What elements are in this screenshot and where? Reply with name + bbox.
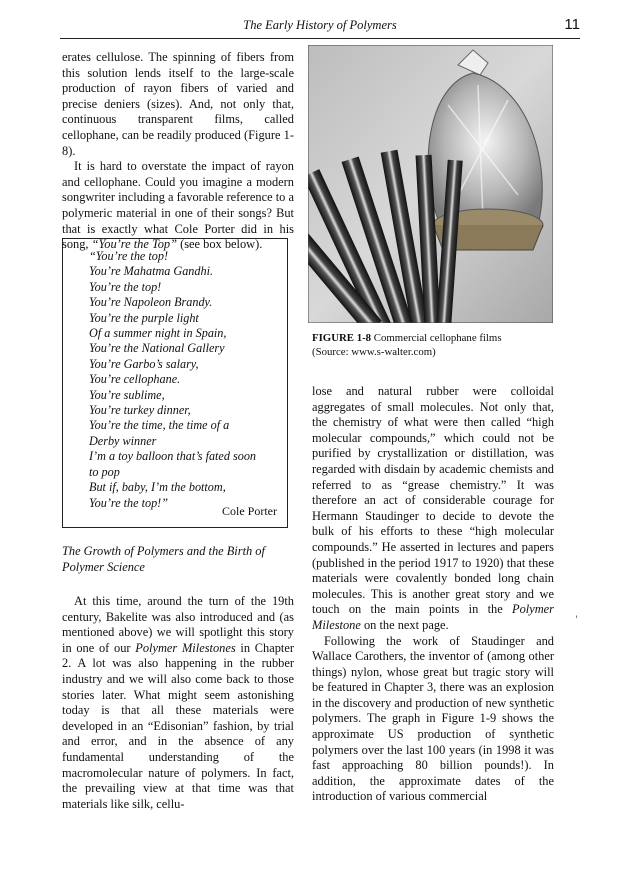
caption-source: (Source: www.s-walter.com) (312, 345, 436, 358)
quote-line: You’re the top!” (89, 495, 168, 510)
figure-photo-cellophane (308, 45, 553, 323)
page-number: 11 (564, 16, 580, 33)
page-header (60, 16, 580, 39)
quote-line: You’re Napoleon Brandy. (89, 295, 213, 310)
quote-author: Cole Porter (222, 503, 277, 518)
quote-line: to pop (89, 464, 120, 479)
bakelite-text-end: in Chapter 2. A lot was also happening in the rubber industry and we will also come back to those stories later. What might seem astonishing today is that all these materials were developed in an “Edisonian” fashion, by trial and error, and in the absence of any fundamental understanding of the macromolecular nature of polymers. In fact, the prevailing view at that time was that materials like silk, cellu- (62, 640, 294, 811)
quote-line: I’m a toy balloon that’s fated soon (89, 449, 257, 464)
quote-line: You’re the top! (89, 279, 162, 294)
quote-line: “You’re the top! (89, 249, 168, 263)
running-title: The Early History of Polymers (243, 18, 397, 32)
paragraph-cellulose: erates cellulose. The spinning of fibers from this solution lends itself to the large-scale production of rayon fibers of varied and precise deniers (sizes). And, not only that, continuous transparent films, called cellophane, can be readily produced (Figure 1-8). (62, 50, 294, 158)
quote-line: You’re turkey dinner, (89, 403, 191, 418)
caption-label: FIGURE 1-8 (312, 332, 372, 344)
left-column-body (62, 594, 294, 812)
quote-line: You’re Garbo’s salary, (89, 356, 199, 371)
left-column-top (62, 50, 294, 253)
impact-text: It is hard to overstate the impact of rayon and cellophane. Could you imagine a modern songwriter including a favorable reference to a polymeric material in one of their songs? But that is exactly what Cole Porter did in his song, (62, 159, 294, 252)
quote-line: You’re the time, the time of a (89, 418, 230, 433)
right-column (312, 384, 554, 805)
quote-line: You’re Mahatma Gandhi. (89, 264, 214, 279)
caption-text: Commercial cellophane films (371, 332, 502, 344)
quote-line: You’re the purple light (89, 310, 199, 325)
quote-line: Of a summer night in Spain, (89, 326, 227, 341)
staudinger-text: lose and natural rubber were colloidal aggregates of small molecules. Not only that, the chemistry of what were then called “high molecular compounds,” which could not be purified by crystallization or distillation, was regarded with disdain by academic chemists and referred to as “grease chemistry.” It was therefore an act of considerable courage for Hermann Staudinger to decide to devote the bulk of his efforts to these “high molecular compounds.” He asserted in lectures and papers (published in the period 1917 to 1920) that these materials were covalently bonded long chain molecules. This is another great story and we touch on the main points in the (312, 384, 554, 617)
cellophane-image (308, 45, 553, 323)
staudinger-text-end: on the next page. (360, 617, 449, 632)
quote-line: But if, baby, I’m the bottom, (89, 480, 226, 495)
milestones-ref: Polymer Milestones (135, 640, 236, 655)
song-title: “You’re the Top” (91, 237, 177, 252)
song-quote-box (62, 238, 288, 528)
caption-title (312, 332, 552, 346)
paragraph-carothers: Following the work of Staudinger and Wallace Carothers, the inventor of (among other things) nylon, whose great but tragic story will be featured in Chapter 3, there was an explosion in the discovery and production of new synthetic polymers. The graph in Figure 1-9 shows the approximate US production of synthetic polymers over the last 100 years (in 1998 it was fast approaching 80 billion pounds!). In addition, the approximate dates of the introduction of various commercial (312, 633, 554, 804)
milestone-ref: Polymer Milestone (312, 602, 554, 632)
quote-line: You’re the National Gallery (89, 341, 225, 356)
bakelite-text: At this time, around the turn of the 19th century, Bakelite was also introduced and (as mentioned above) we will spotlight this story in one of our (62, 594, 294, 655)
figure-caption (312, 332, 552, 360)
quote-line: You’re cellophane. (89, 372, 181, 387)
margin-mark: ′ (573, 612, 583, 626)
paragraph-staudinger (312, 384, 554, 634)
paragraph-bakelite (62, 594, 294, 812)
quote-line: You’re sublime, (89, 387, 165, 402)
section-heading: The Growth of Polymers and the Birth of Polymer Science (62, 544, 265, 574)
quote-line: Derby winner (89, 433, 157, 448)
impact-text-end: (see box below). (177, 237, 263, 252)
